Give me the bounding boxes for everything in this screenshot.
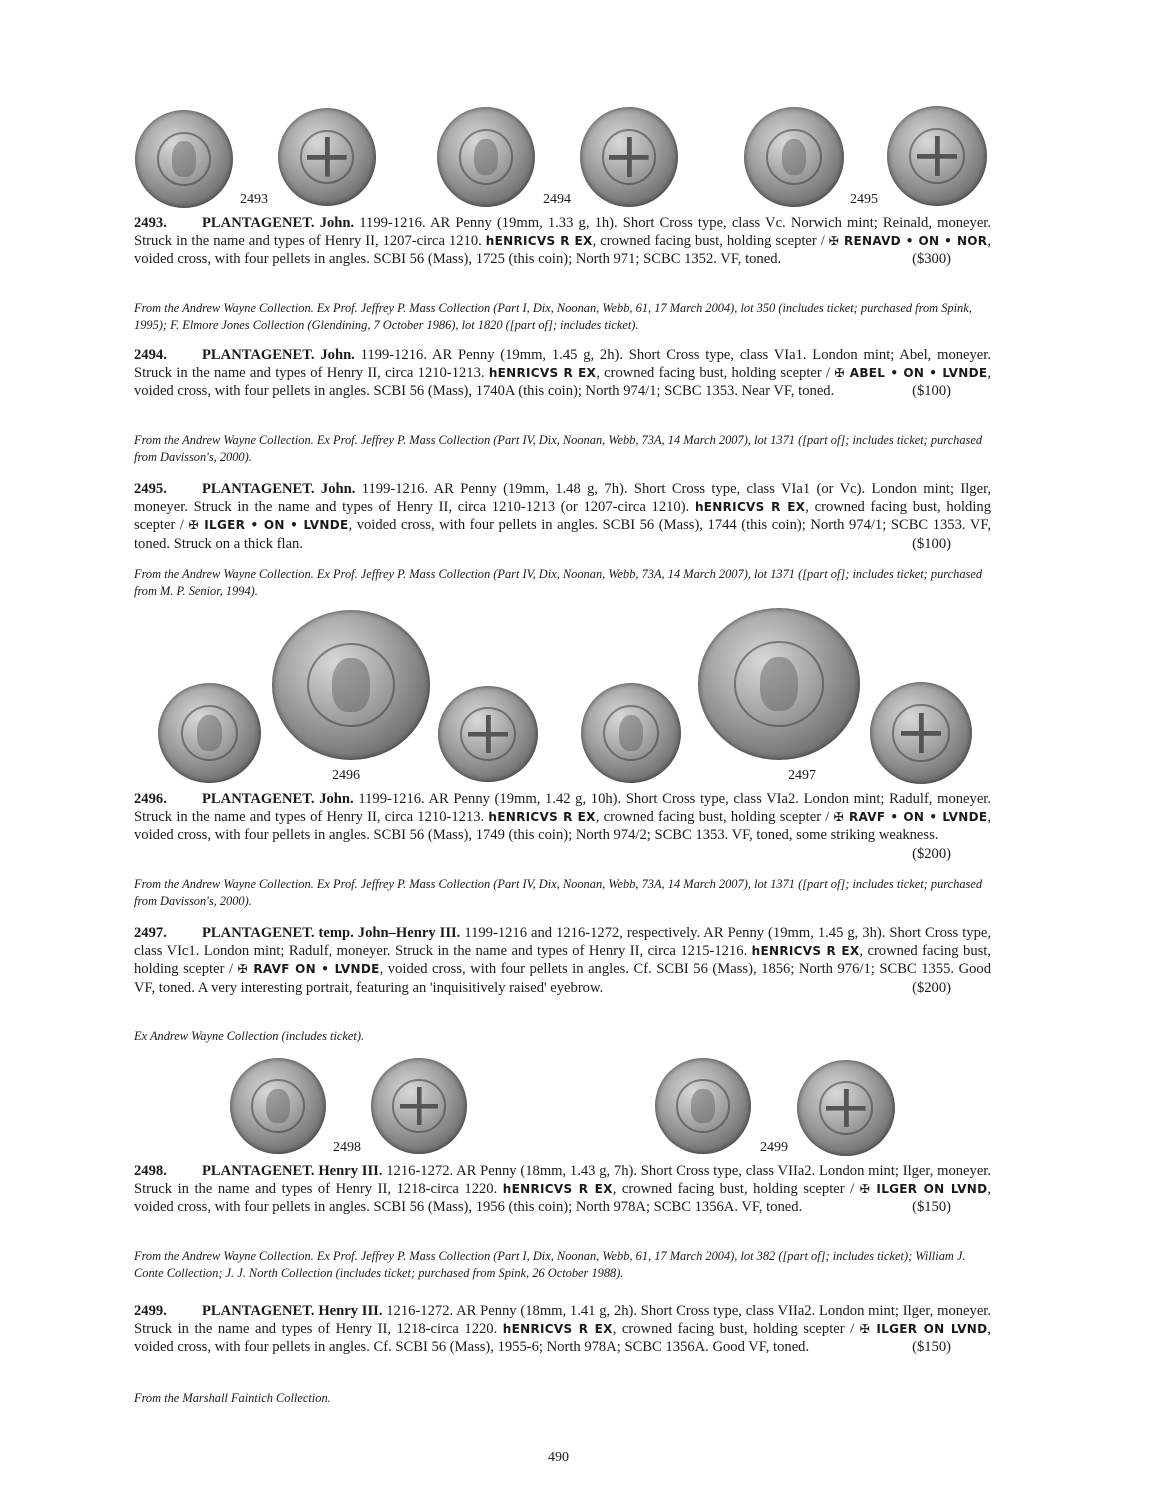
lot-number: 2499. — [134, 1303, 167, 1319]
obverse-legend: hENRICVS R EX — [488, 366, 597, 381]
lot-number: 2495. — [134, 481, 167, 497]
obverse-legend: hENRICVS R EX — [502, 1322, 613, 1337]
lot-number: 2497. — [134, 925, 167, 941]
lot-title: PLANTAGENET. Henry III. — [202, 1163, 383, 1179]
lot-text: , voided cross, with four pellets in angles. SCBI 56 (Mass), 1956 (this coin); North 978A; SCBC 1356A. VF, toned. — [134, 1181, 992, 1216]
lot-title: PLANTAGENET. Henry III. — [202, 1303, 383, 1319]
lot-price: ($100) — [912, 535, 951, 552]
coin-image-2494-reverse — [580, 107, 678, 207]
lot-2498-provenance: From the Andrew Wayne Collection. Ex Prof. Jeffrey P. Mass Collection (Part I, Dix, Noonan, Webb, 61, 17 March 2004), lot 382 ([part of]; includes ticket); William J. Conte Collection; J. J. North Collection (includes ticket; purchased from Spink, 26 October 1988). — [134, 1249, 966, 1280]
coin-image-2497-obverse-enlarged — [698, 608, 860, 760]
lot-price: ($200) — [912, 979, 951, 996]
lot-text: 1199-1216. AR Penny (19mm, 1.48 g, 7h). Short Cross type, class VIa1 (or Vc). London mint; Ilger, moneyer. Struck in the name and types of Henry II, circa 1210-1213 (or 1207-circa 1210). — [134, 481, 991, 516]
lot-text: , crowned facing bust, holding scepter / — [134, 943, 992, 978]
lot-text: , crowned facing bust, holding scepter / — [612, 1321, 860, 1338]
obverse-legend: hENRICVS R EX — [488, 810, 596, 825]
lot-2499-description — [134, 1302, 991, 1357]
lot-2493-provenance: From the Andrew Wayne Collection. Ex Prof. Jeffrey P. Mass Collection (Part I, Dix, Noonan, Webb, 61, 17 March 2004), lot 350 (includes ticket; purchased from Spink, 1995); F. Elmore Jones Collection (Glendining, 7 October 1986), lot 1820 ([part of]; includes ticket). — [134, 301, 972, 332]
lot-2497-provenance: Ex Andrew Wayne Collection (includes ticket). — [134, 1029, 365, 1043]
lot-text: , crowned facing bust, holding scepter / — [592, 233, 829, 250]
lot-price: ($200) — [912, 845, 951, 862]
lot-text: 1199-1216. AR Penny (19mm, 1.42 g, 10h). Short Cross type, class VIa2. London mint; Radulf, moneyer. Struck in the name and types of Henry II, circa 1210-1213. — [134, 791, 991, 826]
coin-label-2498: 2498 — [333, 1140, 361, 1155]
coin-image-2497-obverse-small — [581, 683, 681, 783]
lot-2495-description — [134, 480, 991, 553]
coin-image-2493-reverse — [278, 108, 376, 206]
lot-title: PLANTAGENET. temp. John–Henry III. — [202, 925, 461, 941]
lot-2494-description — [134, 346, 991, 401]
lot-title: PLANTAGENET. John. — [202, 481, 356, 497]
obverse-legend: hENRICVS R EX — [694, 500, 806, 515]
lot-2493-description — [134, 214, 991, 269]
lot-2497-description — [134, 924, 991, 997]
coin-image-2497-reverse — [870, 682, 972, 784]
coin-label-2499: 2499 — [760, 1140, 788, 1155]
lot-2494-provenance: From the Andrew Wayne Collection. Ex Prof. Jeffrey P. Mass Collection (Part IV, Dix, Noonan, Webb, 73A, 14 March 2007), lot 1371 ([part of]; includes ticket; purchased from Davisson's, 2000). — [134, 433, 983, 464]
lot-title: PLANTAGENET. John. — [202, 791, 354, 807]
lot-text: 1216-1272. AR Penny (18mm, 1.41 g, 2h). Short Cross type, class VIIa2. London mint; Ilger, moneyer. Struck in the name and types of Henry II, 1218-circa 1220. — [134, 1303, 991, 1338]
reverse-legend: ✠ ILGER ON LVND — [859, 1322, 988, 1337]
coin-image-2498-reverse — [371, 1058, 467, 1154]
coin-label-2494: 2494 — [543, 192, 571, 207]
coin-label-2495: 2495 — [850, 192, 878, 207]
lot-text: , crowned facing bust, holding scepter / — [134, 499, 992, 534]
coin-image-2496-reverse — [438, 686, 538, 782]
coin-label-2497: 2497 — [788, 768, 816, 783]
coin-image-2493-obverse — [135, 110, 233, 208]
coin-image-2498-obverse — [230, 1058, 326, 1154]
coin-image-2495-reverse — [887, 106, 987, 206]
lot-text: , voided cross, with four pellets in angles. Cf. SCBI 56 (Mass), 1955-6; North 978A; SCBC 1356A. Good VF, toned. — [134, 1321, 992, 1356]
coin-image-2496-obverse-small — [158, 683, 261, 783]
lot-2495-provenance: From the Andrew Wayne Collection. Ex Prof. Jeffrey P. Mass Collection (Part IV, Dix, Noonan, Webb, 73A, 14 March 2007), lot 1371 ([part of]; includes ticket; purchased from M. P. Senior, 1994). — [134, 567, 983, 598]
obverse-legend: hENRICVS R EX — [502, 1182, 613, 1197]
lot-price: ($150) — [912, 1339, 951, 1356]
lot-text: , crowned facing bust, holding scepter / — [595, 809, 834, 826]
coin-image-2499-reverse — [797, 1060, 895, 1156]
lot-text: , crowned facing bust, holding scepter / — [596, 365, 835, 382]
coin-image-2495-obverse — [744, 107, 844, 207]
reverse-legend: ✠ ILGER ON LVND — [859, 1182, 988, 1197]
lot-price: ($100) — [912, 383, 951, 400]
lot-text: , crowned facing bust, holding scepter / — [612, 1181, 860, 1198]
lot-title: PLANTAGENET. John. — [202, 215, 355, 231]
reverse-legend: ✠ RAVF • ON • LVNDE — [833, 810, 988, 825]
lot-text: 1199-1216. AR Penny (19mm, 1.45 g, 2h). Short Cross type, class VIa1. London mint; Abel, moneyer. Struck in the name and types of Henry II, circa 1210-1213. — [134, 347, 991, 382]
lot-price: ($300) — [912, 251, 951, 268]
lot-number: 2493. — [134, 215, 167, 231]
lot-text: , voided cross, with four pellets in angles. SCBI 56 (Mass), 1725 (this coin); North 971; SCBC 1352. VF, toned. — [134, 233, 992, 268]
coin-image-2494-obverse — [437, 107, 535, 207]
reverse-legend: ✠ RENAVD • ON • NOR — [828, 234, 988, 249]
coin-label-2496: 2496 — [332, 768, 360, 783]
obverse-legend: hENRICVS R EX — [485, 234, 593, 249]
reverse-legend: ✠ RAVF ON • LVNDE — [237, 962, 380, 977]
coin-label-2493: 2493 — [240, 192, 268, 207]
lot-title: PLANTAGENET. John. — [202, 347, 355, 363]
reverse-legend: ✠ ILGER • ON • LVNDE — [188, 518, 349, 533]
lot-text: 1216-1272. AR Penny (18mm, 1.43 g, 7h). Short Cross type, class VIIa2. London mint; Ilger, moneyer. Struck in the name and types of Henry II, 1218-circa 1220. — [134, 1163, 991, 1198]
lot-text: 1199-1216. AR Penny (19mm, 1.33 g, 1h). Short Cross type, class Vc. Norwich mint; Reinald, moneyer. Struck in the name and types of Henry II, 1207-circa 1210. — [134, 215, 991, 250]
lot-number: 2496. — [134, 791, 167, 807]
lot-2498-description — [134, 1162, 991, 1217]
lot-number: 2498. — [134, 1163, 167, 1179]
coin-image-2496-obverse-enlarged — [272, 610, 430, 760]
page-number: 490 — [548, 1450, 569, 1465]
coin-image-2499-obverse — [655, 1058, 751, 1154]
lot-text: , voided cross, with four pellets in angles. Cf. SCBI 56 (Mass), 1856; North 976/1; SCBC 1355. Good VF, toned. A very interesting portrait, featuring an 'inquisitively raised' eyebrow. — [134, 961, 991, 996]
lot-text: , voided cross, with four pellets in angles. SCBI 56 (Mass), 1740A (this coin); North 974/1; SCBC 1353. Near VF, toned. — [134, 365, 991, 400]
lot-number: 2494. — [134, 347, 167, 363]
lot-price: ($150) — [912, 1199, 951, 1216]
lot-2496-provenance: From the Andrew Wayne Collection. Ex Prof. Jeffrey P. Mass Collection (Part IV, Dix, Noonan, Webb, 73A, 14 March 2007), lot 1371 ([part of]; includes ticket; purchased from Davisson's, 2000). — [134, 877, 983, 908]
lot-2499-provenance: From the Marshall Faintich Collection. — [134, 1391, 331, 1405]
reverse-legend: ✠ ABEL • ON • LVNDE — [834, 366, 988, 381]
lot-2496-description — [134, 790, 991, 863]
lot-text: 1199-1216 and 1216-1272, respectively. AR Penny (19mm, 1.45 g, 3h). Short Cross type, class VIc1. London mint; Radulf, moneyer. Struck in the name and types of Henry II, circa 1215-1216. — [134, 925, 991, 960]
obverse-legend: hENRICVS R EX — [751, 944, 860, 959]
lot-text: , voided cross, with four pellets in angles. SCBI 56 (Mass), 1744 (this coin); North 974/1; SCBC 1353. VF, toned. Struck on a thick flan. — [134, 517, 991, 552]
lot-text: , voided cross, with four pellets in angles. SCBI 56 (Mass), 1749 (this coin); North 974/2; SCBC 1353. VF, toned, some striking weakness. — [134, 809, 991, 844]
